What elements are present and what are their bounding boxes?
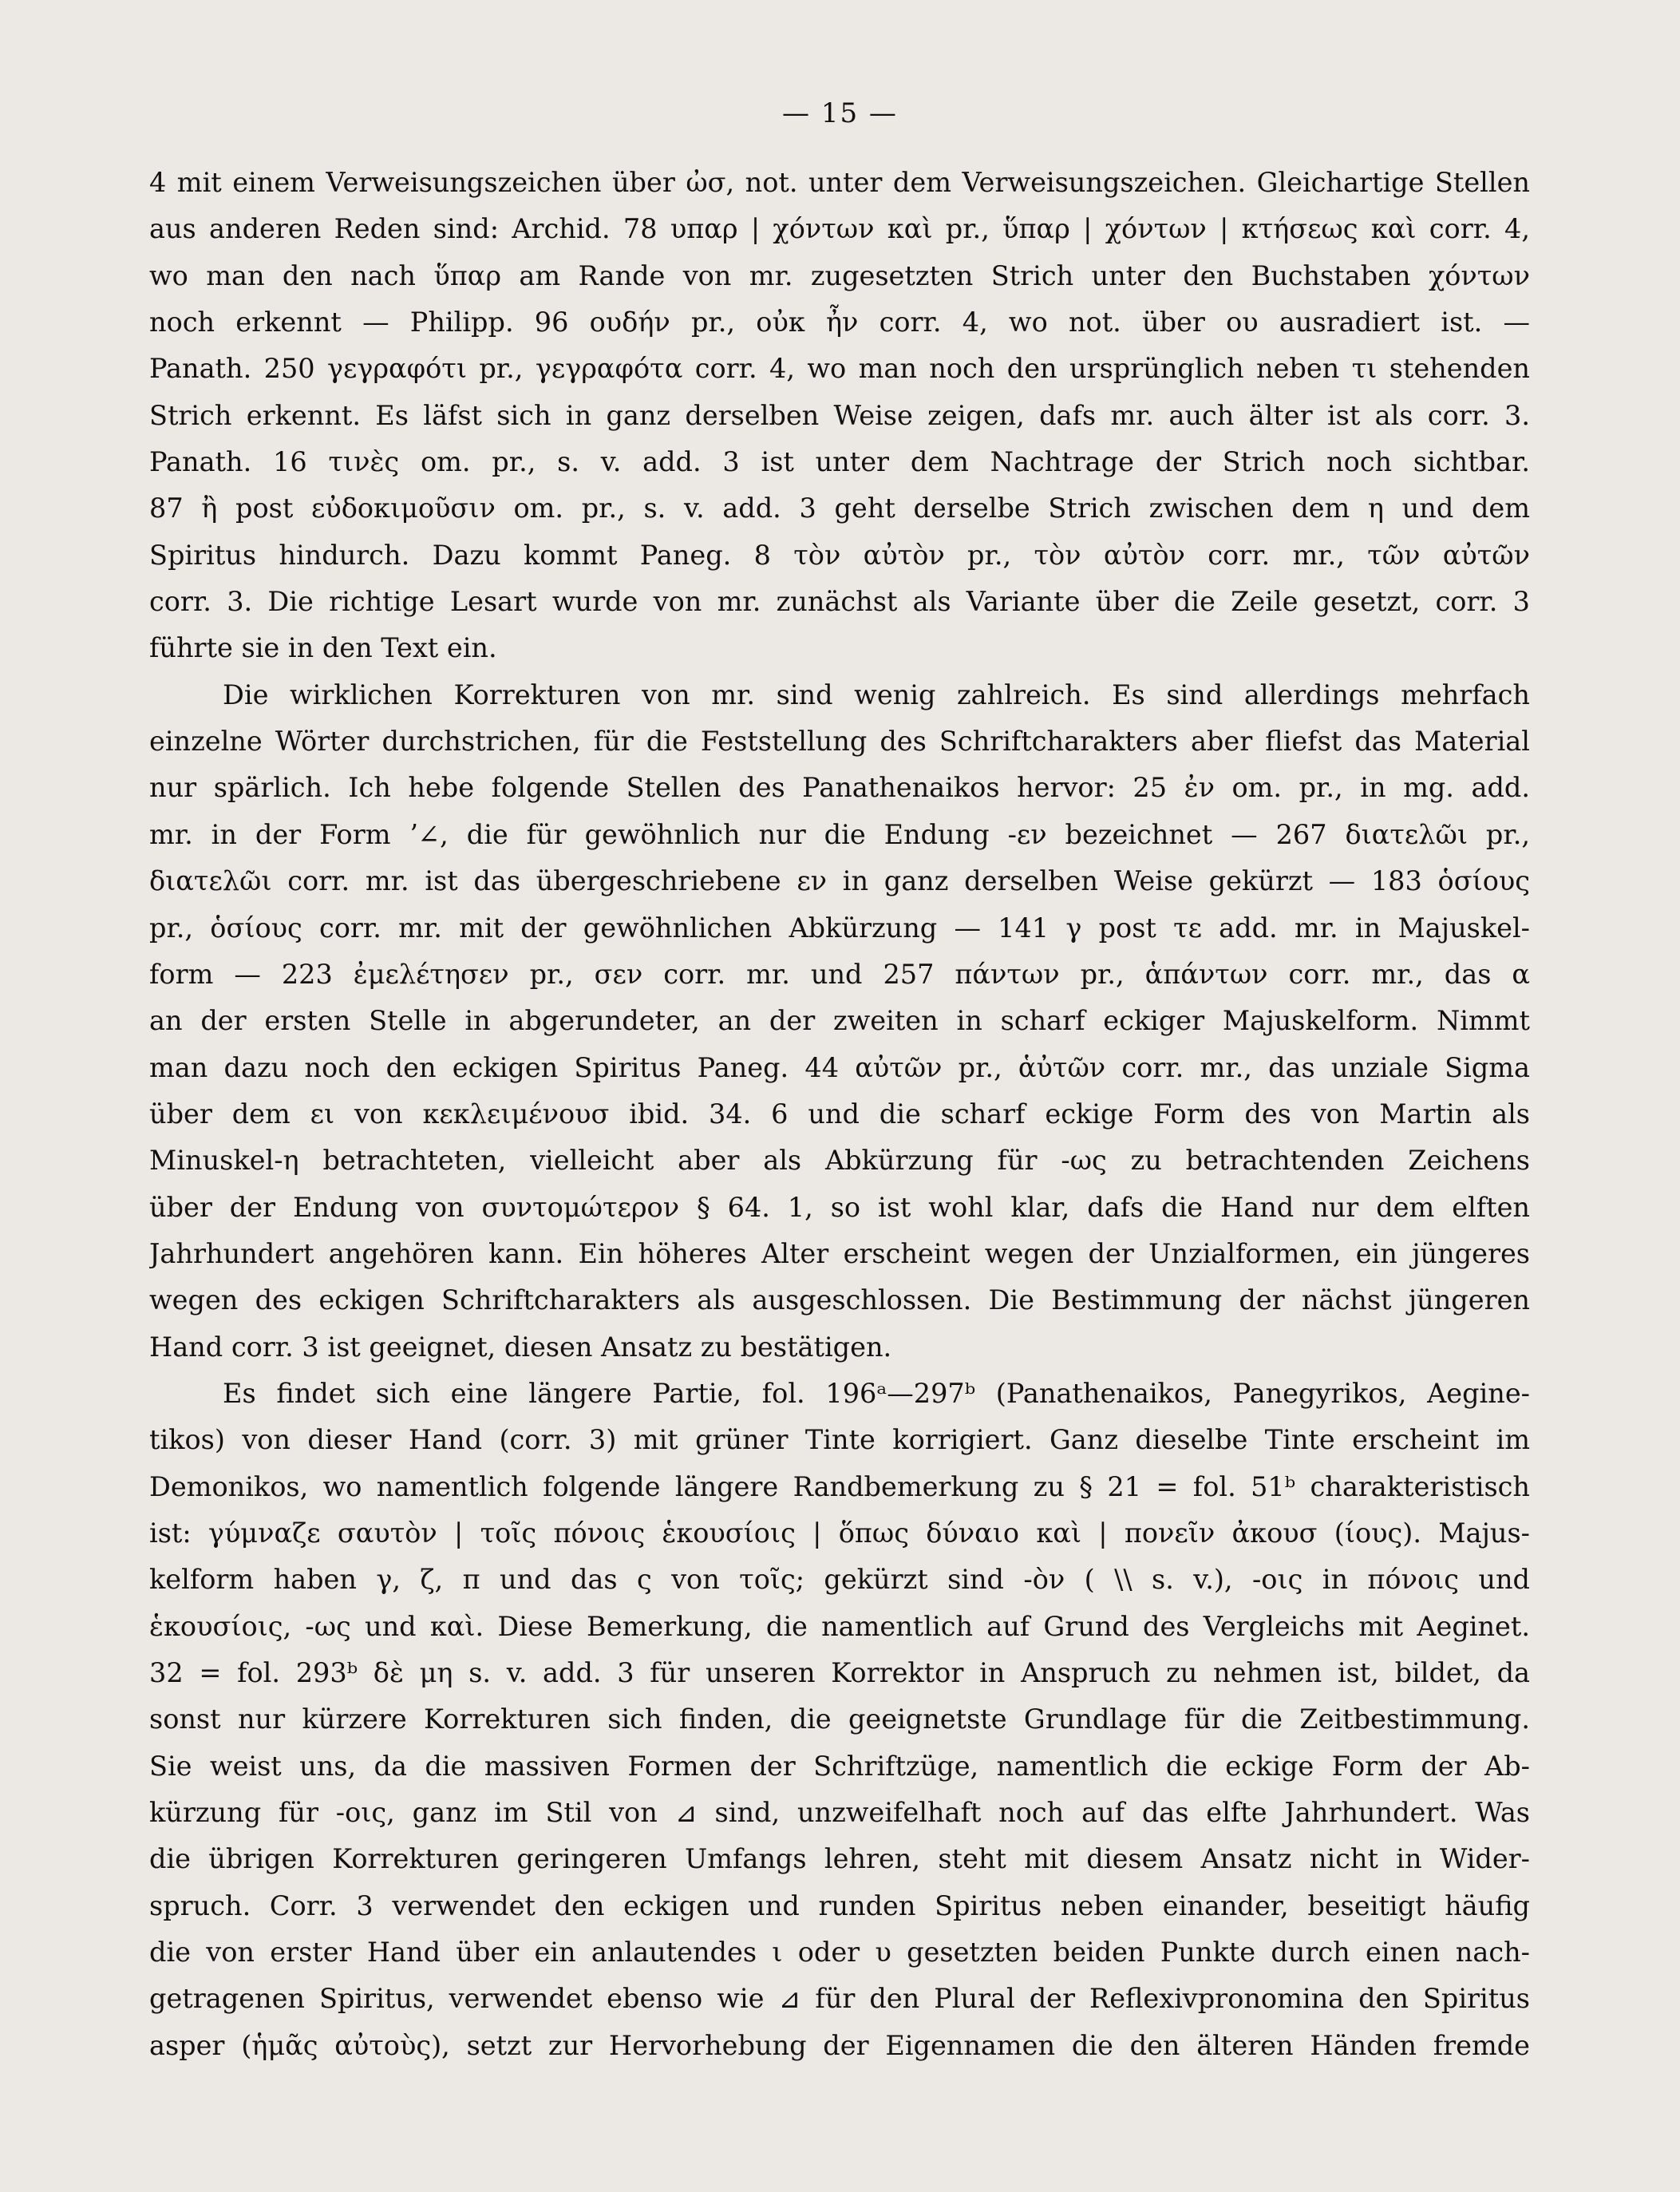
text-line: Panath. 250 γεγραφότι pr., γεγραφότα corr. 4, wo man noch den ursprünglich neben τι stehenden <box>149 353 1530 385</box>
text-line: διατελῶι corr. mr. ist das übergeschriebene εν in ganz derselben Weise gekürzt — 183 ὁσίους <box>149 865 1530 897</box>
text-line: spruch. Corr. 3 verwendet den eckigen und runden Spiritus neben einander, beseitigt häufig <box>149 1889 1530 1921</box>
text-line: nur spärlich. Ich hebe folgende Stellen des Panathenaikos hervor: 25 ἐν om. pr., in mg. add. <box>149 772 1530 804</box>
text-line: Spiritus hindurch. Dazu kommt Paneg. 8 τὸν αὐτὸν pr., τὸν αὐτὸν corr. mr., τῶν αὐτῶν <box>149 539 1530 571</box>
text-line: 87 ἢ post εὐδοκιμοῦσιν om. pr., s. v. add. 3 geht derselbe Strich zwischen dem η und dem <box>149 493 1530 524</box>
paragraph-start-line: Es findet sich eine längere Partie, fol. 196ᵃ—297ᵇ (Panathenaikos, Panegyrikos, Aegine- <box>223 1377 1530 1409</box>
paragraph-start-line: Die wirklichen Korrekturen von mr. sind wenig zahlreich. Es sind allerdings mehrfach <box>223 679 1530 710</box>
text-line: noch erkennt — Philipp. 96 ουδήν pr., οὐκ ἦν corr. 4, wo not. über ου ausradiert ist. — <box>149 307 1530 338</box>
text-line: form — 223 ἐμελέτησεν pr., σεν corr. mr. und 257 πάντων pr., ἁπάντων corr. mr., das α <box>149 958 1530 990</box>
text-line: corr. 3. Die richtige Lesart wurde von mr. zunächst als Variante über die Zeile gesetzt, corr. 3 <box>149 586 1530 618</box>
text-line: 32 = fol. 293ᵇ δὲ μη s. v. add. 3 für unseren Korrektor in Anspruch zu nehmen ist, bildet, da <box>149 1657 1530 1688</box>
paragraph-end-line: führte sie in den Text ein. <box>149 632 497 664</box>
text-line: Jahrhundert angehören kann. Ein höheres Alter erscheint wegen der Unzialformen, ein jüngeres <box>149 1237 1530 1269</box>
text-line: Panath. 16 τινὲς om. pr., s. v. add. 3 ist unter dem Nachtrage der Strich noch sichtbar. <box>149 446 1530 478</box>
body-text <box>149 160 1530 2069</box>
paragraph-end-line: Hand corr. 3 ist geeignet, diesen Ansatz zu bestätigen. <box>149 1331 892 1363</box>
text-line: ist: γύμναζε σαυτὸν | τοῖς πόνοις ἑκουσίοις | ὅπως δύναιο καὶ | πονεῖν ἀκουσ (ίους). Majus- <box>149 1517 1530 1549</box>
text-line: mr. in der Form ʼ∠, die für gewöhnlich nur die Endung -εν bezeichnet — 267 διατελῶι pr., <box>149 818 1530 850</box>
text-line: sonst nur kürzere Korrekturen sich finden, die geeignetste Grundlage für die Zeitbestimmung. <box>149 1703 1530 1735</box>
text-line: die übrigen Korrekturen geringeren Umfangs lehren, steht mit diesem Ansatz nicht in Wider- <box>149 1843 1530 1875</box>
text-line: wegen des eckigen Schriftcharakters als ausgeschlossen. Die Bestimmung der nächst jüngeren <box>149 1284 1530 1316</box>
text-line: man dazu noch den eckigen Spiritus Paneg. 44 αὐτῶν pr., ἁὐτῶν corr. mr., das unziale Sigma <box>149 1051 1530 1083</box>
text-line: einzelne Wörter durchstrichen, für die Feststellung des Schriftcharakters aber fliefst das Material <box>149 726 1530 758</box>
text-line: 4 mit einem Verweisungszeichen über ὠσ, not. unter dem Verweisungszeichen. Gleichartige Stellen <box>149 167 1530 198</box>
text-line: Strich erkennt. Es läfst sich in ganz derselben Weise zeigen, dafs mr. auch älter ist als corr. 3. <box>149 399 1530 431</box>
text-line: asper (ἡμᾶς αὐτοὺς), setzt zur Hervorhebung der Eigennamen die den älteren Händen fremde <box>149 2029 1530 2061</box>
text-line: ἑκουσίοις, -ως und καὶ. Diese Bemerkung, die namentlich auf Grund des Vergleichs mit Aeginet. <box>149 1610 1530 1642</box>
text-line: über dem ει von κεκλειμένουσ ibid. 34. 6 und die scharf eckige Form des von Martin als <box>149 1098 1530 1130</box>
page-number: — 15 — <box>782 97 898 129</box>
text-line: Sie weist uns, da die massiven Formen der Schriftzüge, namentlich die eckige Form der Ab- <box>149 1750 1530 1782</box>
text-line: wo man den nach ὕπαρ am Rande von mr. zugesetzten Strich unter den Buchstaben χόντων <box>149 259 1530 291</box>
text-line: getragenen Spiritus, verwendet ebenso wie ⊿ für den Plural der Reflexivpronomina den Spiritus <box>149 1983 1530 2015</box>
text-line: pr., ὁσίους corr. mr. mit der gewöhnlichen Abkürzung — 141 γ post τε add. mr. in Majuskel- <box>149 912 1530 944</box>
text-line: an der ersten Stelle in abgerundeter, an der zweiten in scharf eckiger Majuskelform. Nimmt <box>149 1005 1530 1037</box>
text-line: über der Endung von συντομώτερον § 64. 1, so ist wohl klar, dafs die Hand nur dem elften <box>149 1191 1530 1223</box>
text-line: aus anderen Reden sind: Archid. 78 υπαρ | χόντων καὶ pr., ὕπαρ | χόντων | κτήσεως καὶ corr. 4, <box>149 213 1530 245</box>
text-line: kürzung für -οις, ganz im Stil von ⊿ sind, unzweifelhaft noch auf das elfte Jahrhundert. Was <box>149 1797 1530 1829</box>
text-line: Demonikos, wo namentlich folgende längere Randbemerkung zu § 21 = fol. 51ᵇ charakteristisch <box>149 1470 1530 1502</box>
text-line: die von erster Hand über ein anlautendes ι oder υ gesetzten beiden Punkte durch einen nach- <box>149 1937 1530 1968</box>
text-line: kelform haben γ, ζ, π und das ς von τοῖς; gekürzt sind -ὸν ( \\ s. v.), -οις in πόνοις und <box>149 1564 1530 1596</box>
text-line: Minuskel-η betrachteten, vielleicht aber als Abkürzung für -ως zu betrachtenden Zeichens <box>149 1145 1530 1177</box>
text-line: tikos) von dieser Hand (corr. 3) mit grüner Tinte korrigiert. Ganz dieselbe Tinte erscheint im <box>149 1424 1530 1456</box>
